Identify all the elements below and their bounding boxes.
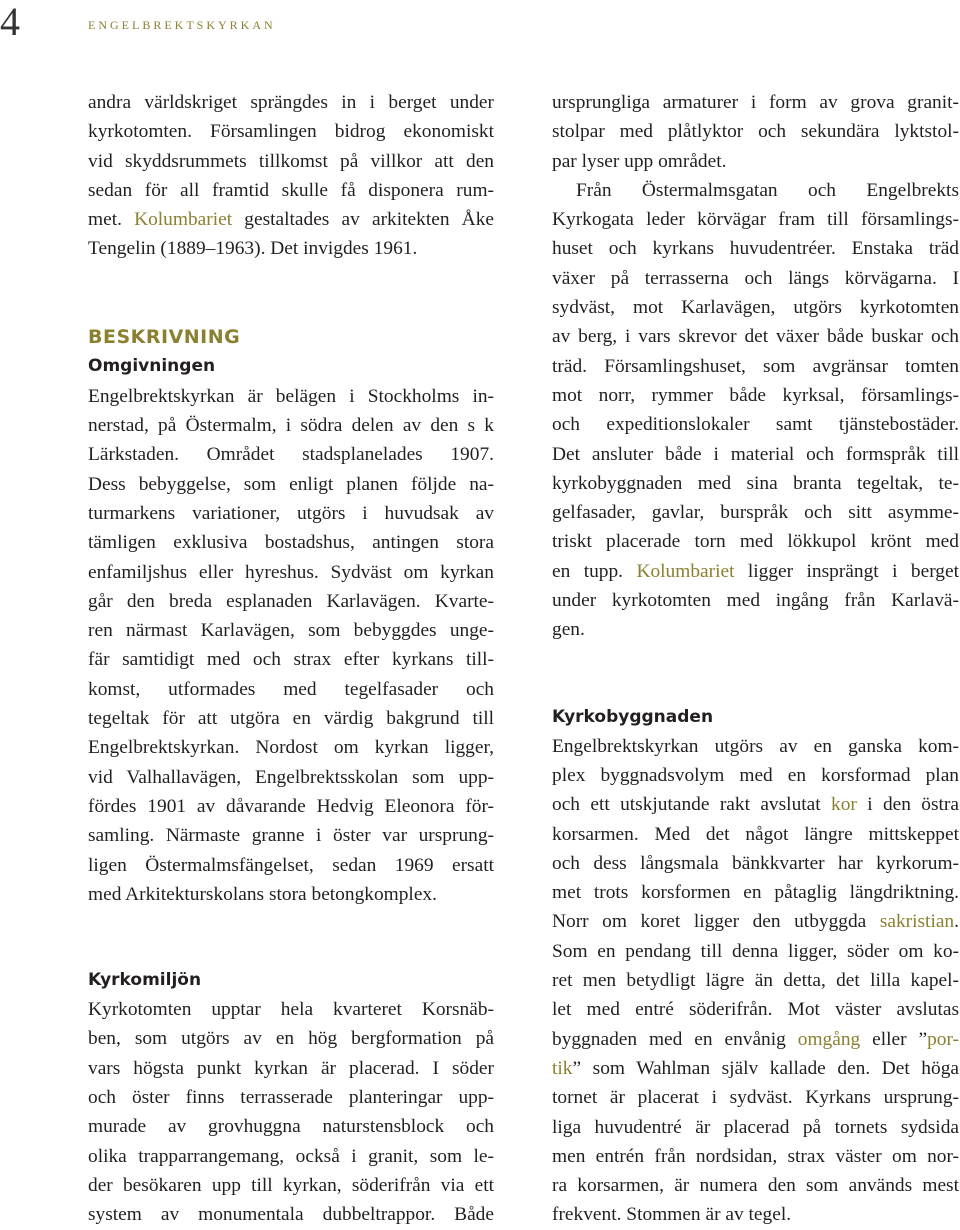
text-line: plex byggnadsvolym med en korsformad plan	[552, 764, 959, 786]
text-line: och expeditionslokaler samt tjänstebostäder.	[552, 414, 959, 436]
subheading-omgivningen: Omgivningen	[88, 355, 216, 376]
text-line: och dess långsmala bänkkvarter har kyrkorum-	[552, 852, 959, 874]
text-line: stolpar med plåtlyktor och sekundära lyktstol-	[552, 121, 959, 143]
text-line: kyrkobyggnaden med sina branta tegeltak, te-	[552, 472, 959, 494]
text-line: Dess bebyggelse, som enligt planen följde na-	[88, 473, 494, 495]
kyrkobyggnaden-paragraph	[552, 732, 959, 1230]
glossary-term-kolumbariet: Kolumbariet	[636, 560, 735, 582]
text-line: sedan för all framtid skulle få disponera rum-	[88, 179, 494, 201]
text-line: vid Valhallavägen, Engelbrektsskolan som upp-	[88, 766, 494, 788]
right-column	[552, 88, 959, 1230]
text-line: Kyrkotomten upptar hela kvarteret Korsnäb-	[88, 999, 494, 1021]
text-line: Tengelin (1889–1963). Det invigdes 1961.	[88, 238, 418, 260]
text-line: kyrkotomten. Församlingen bidrog ekonomiskt	[88, 121, 494, 143]
text-line: turmarkens variationer, utgörs i huvudsak av	[88, 502, 494, 524]
text-line: ben, som utgörs av en hög bergformation på	[88, 1028, 494, 1050]
omgivningen-paragraph	[88, 382, 494, 909]
text-line: liga huvudentré är placerad på tornets sydsida	[552, 1116, 959, 1138]
text-line: fördes 1901 av dåvarande Hedvig Eleonora för-	[88, 795, 494, 817]
text-line: murade av grovhuggna naturstensblock och	[88, 1116, 494, 1138]
glossary-term-kolumbariet: Kolumbariet	[134, 209, 233, 231]
text-line: ra korsarmen, är numera den som används mest	[552, 1175, 959, 1197]
glossary-term-omgang: omgång	[797, 1028, 861, 1050]
intro-paragraph	[88, 88, 494, 264]
continued-paragraph	[552, 88, 959, 645]
kyrkomiljon-paragraph	[88, 995, 494, 1229]
text-line: Det ansluter både i material och formspråk till	[552, 443, 959, 465]
text-line: let med entré söderifrån. Mot väster avslutas	[552, 999, 959, 1021]
text-line: andra världskriget sprängdes in i berget under	[88, 92, 494, 113]
text-line: ligen Östermalmsfängelset, sedan 1969 ersatt	[88, 854, 494, 876]
text-line: par lyser upp området.	[552, 150, 727, 172]
text-line: met. Kolumbariet gestaltades av arkitekten Åke	[88, 209, 494, 231]
text-line: tik” som Wahlman själv kallade den. Det höga	[552, 1057, 959, 1079]
text-line: men entrén från nordsidan, strax väster om nor-	[552, 1145, 959, 1167]
section-title: BESKRIVNING	[88, 325, 241, 348]
text-line: triskt placerade torn med lökkupol krönt med	[552, 531, 959, 553]
subheading-kyrkobyggnaden: Kyrkobyggnaden	[552, 706, 714, 727]
text-line: mot norr, rymmer både kyrksal, församlings-	[552, 384, 959, 406]
text-line: och ett utskjutande rakt avslutat kor i den östra	[552, 794, 959, 816]
text-line: under kyrkotomten med ingång från Karlavä-	[552, 590, 959, 612]
text-line: met trots korsformen en påtaglig längdriktning.	[552, 882, 959, 904]
text-line: Från Östermalmsgatan och Engelbrekts	[576, 179, 959, 201]
text-line: Som en pendang till denna ligger, söder om ko-	[552, 940, 959, 962]
text-line: vars högsta punkt kyrkan är placerad. I söder	[88, 1057, 494, 1079]
glossary-term-sakristian: sakristian	[879, 911, 955, 933]
text-line: sydväst, mot Karlavägen, utgörs kyrkotomten	[552, 297, 959, 319]
text-line: olika trapparrangemang, också i granit, som le-	[88, 1145, 494, 1167]
text-line: en tupp. Kolumbariet ligger insprängt i berget	[552, 560, 959, 582]
text-line: med Arkitekturskolans stora betongkomplex.	[88, 883, 437, 905]
text-line: träd. Församlingshuset, som avgränsar tomten	[552, 355, 959, 377]
text-line: ursprungliga armaturer i form av grova granit-	[552, 92, 959, 113]
text-line: nerstad, på Östermalm, i södra delen av den s k	[88, 415, 494, 437]
left-column	[88, 88, 494, 1230]
text-line: Norr om koret ligger den utbyggda sakristian.	[552, 911, 959, 933]
text-line: vid skyddsrummets tillkomst på villkor att den	[88, 150, 494, 172]
text-line: växer på terrasserna och längs körvägarna. I	[552, 267, 959, 289]
text-line: tämligen exklusiva bostadshus, antingen stora	[88, 532, 494, 554]
text-line: Kyrkogata leder körvägar fram till församlings-	[552, 209, 959, 231]
text-line: byggnaden med en envånig omgång eller ”por-	[552, 1028, 960, 1050]
text-line: korsarmen. Med det något längre mittskeppet	[552, 823, 959, 845]
text-line: frekvent. Stommen är av tegel.	[552, 1204, 792, 1226]
running-title: engelbrektskyrkan	[88, 14, 276, 33]
text-line: enfamiljshus eller hyreshus. Sydväst om kyrkan	[88, 561, 494, 583]
text-line: Engelbrektskyrkan. Nordost om kyrkan ligger,	[88, 737, 494, 759]
text-line: huset och kyrkans huvudentréer. Enstaka träd	[552, 238, 959, 260]
text-line: komst, utformades med tegelfasader och	[88, 678, 494, 700]
text-line: Engelbrektskyrkan är belägen i Stockholms in-	[88, 385, 494, 407]
text-line: Engelbrektskyrkan utgörs av en ganska kom-	[552, 735, 959, 757]
text-line: tornet är placerat i sydväst. Kyrkans ursprung-	[552, 1087, 959, 1109]
text-line: gen.	[552, 619, 585, 641]
text-line: Lärkstaden. Området stadsplanelades 1907.	[88, 444, 494, 466]
text-line: tegeltak för att utgöra en värdig bakgrund till	[88, 708, 494, 730]
text-line: går den breda esplanaden Karlavägen. Kvarte-	[88, 590, 494, 612]
text-line: och öster finns terrasserade planteringar upp-	[88, 1087, 494, 1109]
glossary-term-portik: tik	[552, 1057, 573, 1079]
glossary-term-portik: por-	[927, 1028, 960, 1050]
text-line: der besökaren upp till kyrkan, söderifrån via ett	[88, 1174, 494, 1196]
text-line: system av monumentala dubbeltrappor. Både	[88, 1204, 494, 1226]
text-line: samling. Närmaste granne i öster var ursprung-	[88, 825, 494, 847]
text-line: gelfasader, gavlar, burspråk och sitt asymme-	[552, 502, 959, 524]
text-line: fär samtidigt med och strax efter kyrkans till-	[88, 649, 494, 671]
glossary-term-kor: kor	[831, 794, 857, 816]
page-number: 4	[0, 0, 20, 44]
text-line: ren närmast Karlavägen, som bebyggdes unge-	[88, 620, 494, 642]
text-line: ret men betydligt lägre än detta, det lilla kapel-	[552, 970, 959, 992]
subheading-kyrkomiljon: Kyrkomiljön	[88, 970, 202, 991]
text-line: av berg, i vars skrevor det växer både buskar och	[552, 326, 959, 348]
